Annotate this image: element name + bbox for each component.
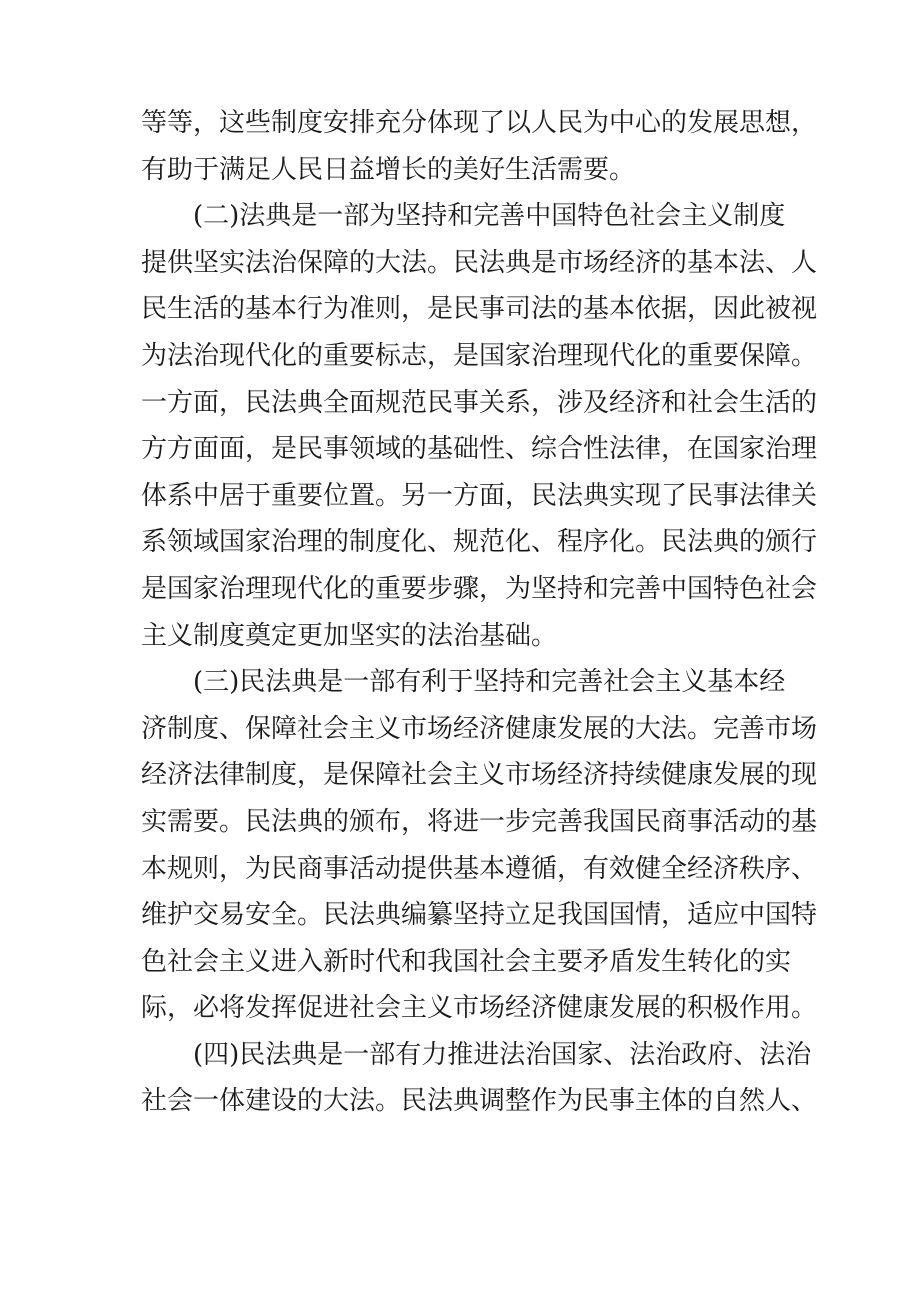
text-line: (三)民法典是一部有利于坚持和完善社会主义基本经 [193, 667, 786, 698]
text-line: 一方面，民法典全面规范民事关系，涉及经济和社会生活的 [141, 387, 818, 418]
text-line: 济制度、保障社会主义市场经济健康发展的大法。完善市场 [141, 713, 818, 744]
text-line: (二)法典是一部为坚持和完善中国特色社会主义制度 [193, 201, 786, 232]
text-line: 色社会主义进入新时代和我国社会主要矛盾发生转化的实 [141, 946, 792, 977]
text-line: 方方面面，是民事领域的基础性、综合性法律，在国家治理 [141, 434, 818, 465]
text-line: 提供坚实法治保障的大法。民法典是市场经济的基本法、人 [141, 247, 818, 278]
text-line: (四)民法典是一部有力推进法治国家、法治政府、法治 [193, 1039, 812, 1070]
text-line: 有助于满足人民日益增长的美好生活需要。 [141, 154, 636, 185]
text-line: 实需要。民法典的颁布，将进一步完善我国民商事活动的基 [141, 806, 818, 837]
text-line: 系领域国家治理的制度化、规范化、程序化。民法典的颁行 [141, 527, 818, 558]
text-line: 是国家治理现代化的重要步骤，为坚持和完善中国特色社会 [141, 573, 818, 604]
text-line: 维护交易安全。民法典编纂坚持立足我国国情，适应中国特 [141, 900, 818, 931]
text-line: 民生活的基本行为准则，是民事司法的基本依据，因此被视 [141, 294, 818, 325]
text-line: 等等，这些制度安排充分体现了以人民为中心的发展思想， [141, 108, 818, 138]
text-line: 本规则，为民商事活动提供基本遵循，有效健全经济秩序、 [141, 853, 818, 884]
text-line: 主义制度奠定更加坚实的法治基础。 [141, 620, 558, 651]
body-text [141, 100, 818, 1125]
text-line: 体系中居于重要位置。另一方面，民法典实现了民事法律关 [141, 480, 818, 511]
text-line: 经济法律制度，是保障社会主义市场经济持续健康发展的现 [141, 760, 818, 791]
text-line: 为法治现代化的重要标志，是国家治理现代化的重要保障。 [141, 340, 818, 371]
text-line: 社会一体建设的大法。民法典调整作为民事主体的自然人、 [141, 1086, 818, 1117]
text-line: 际，必将发挥促进社会主义市场经济健康发展的积极作用。 [141, 993, 818, 1024]
